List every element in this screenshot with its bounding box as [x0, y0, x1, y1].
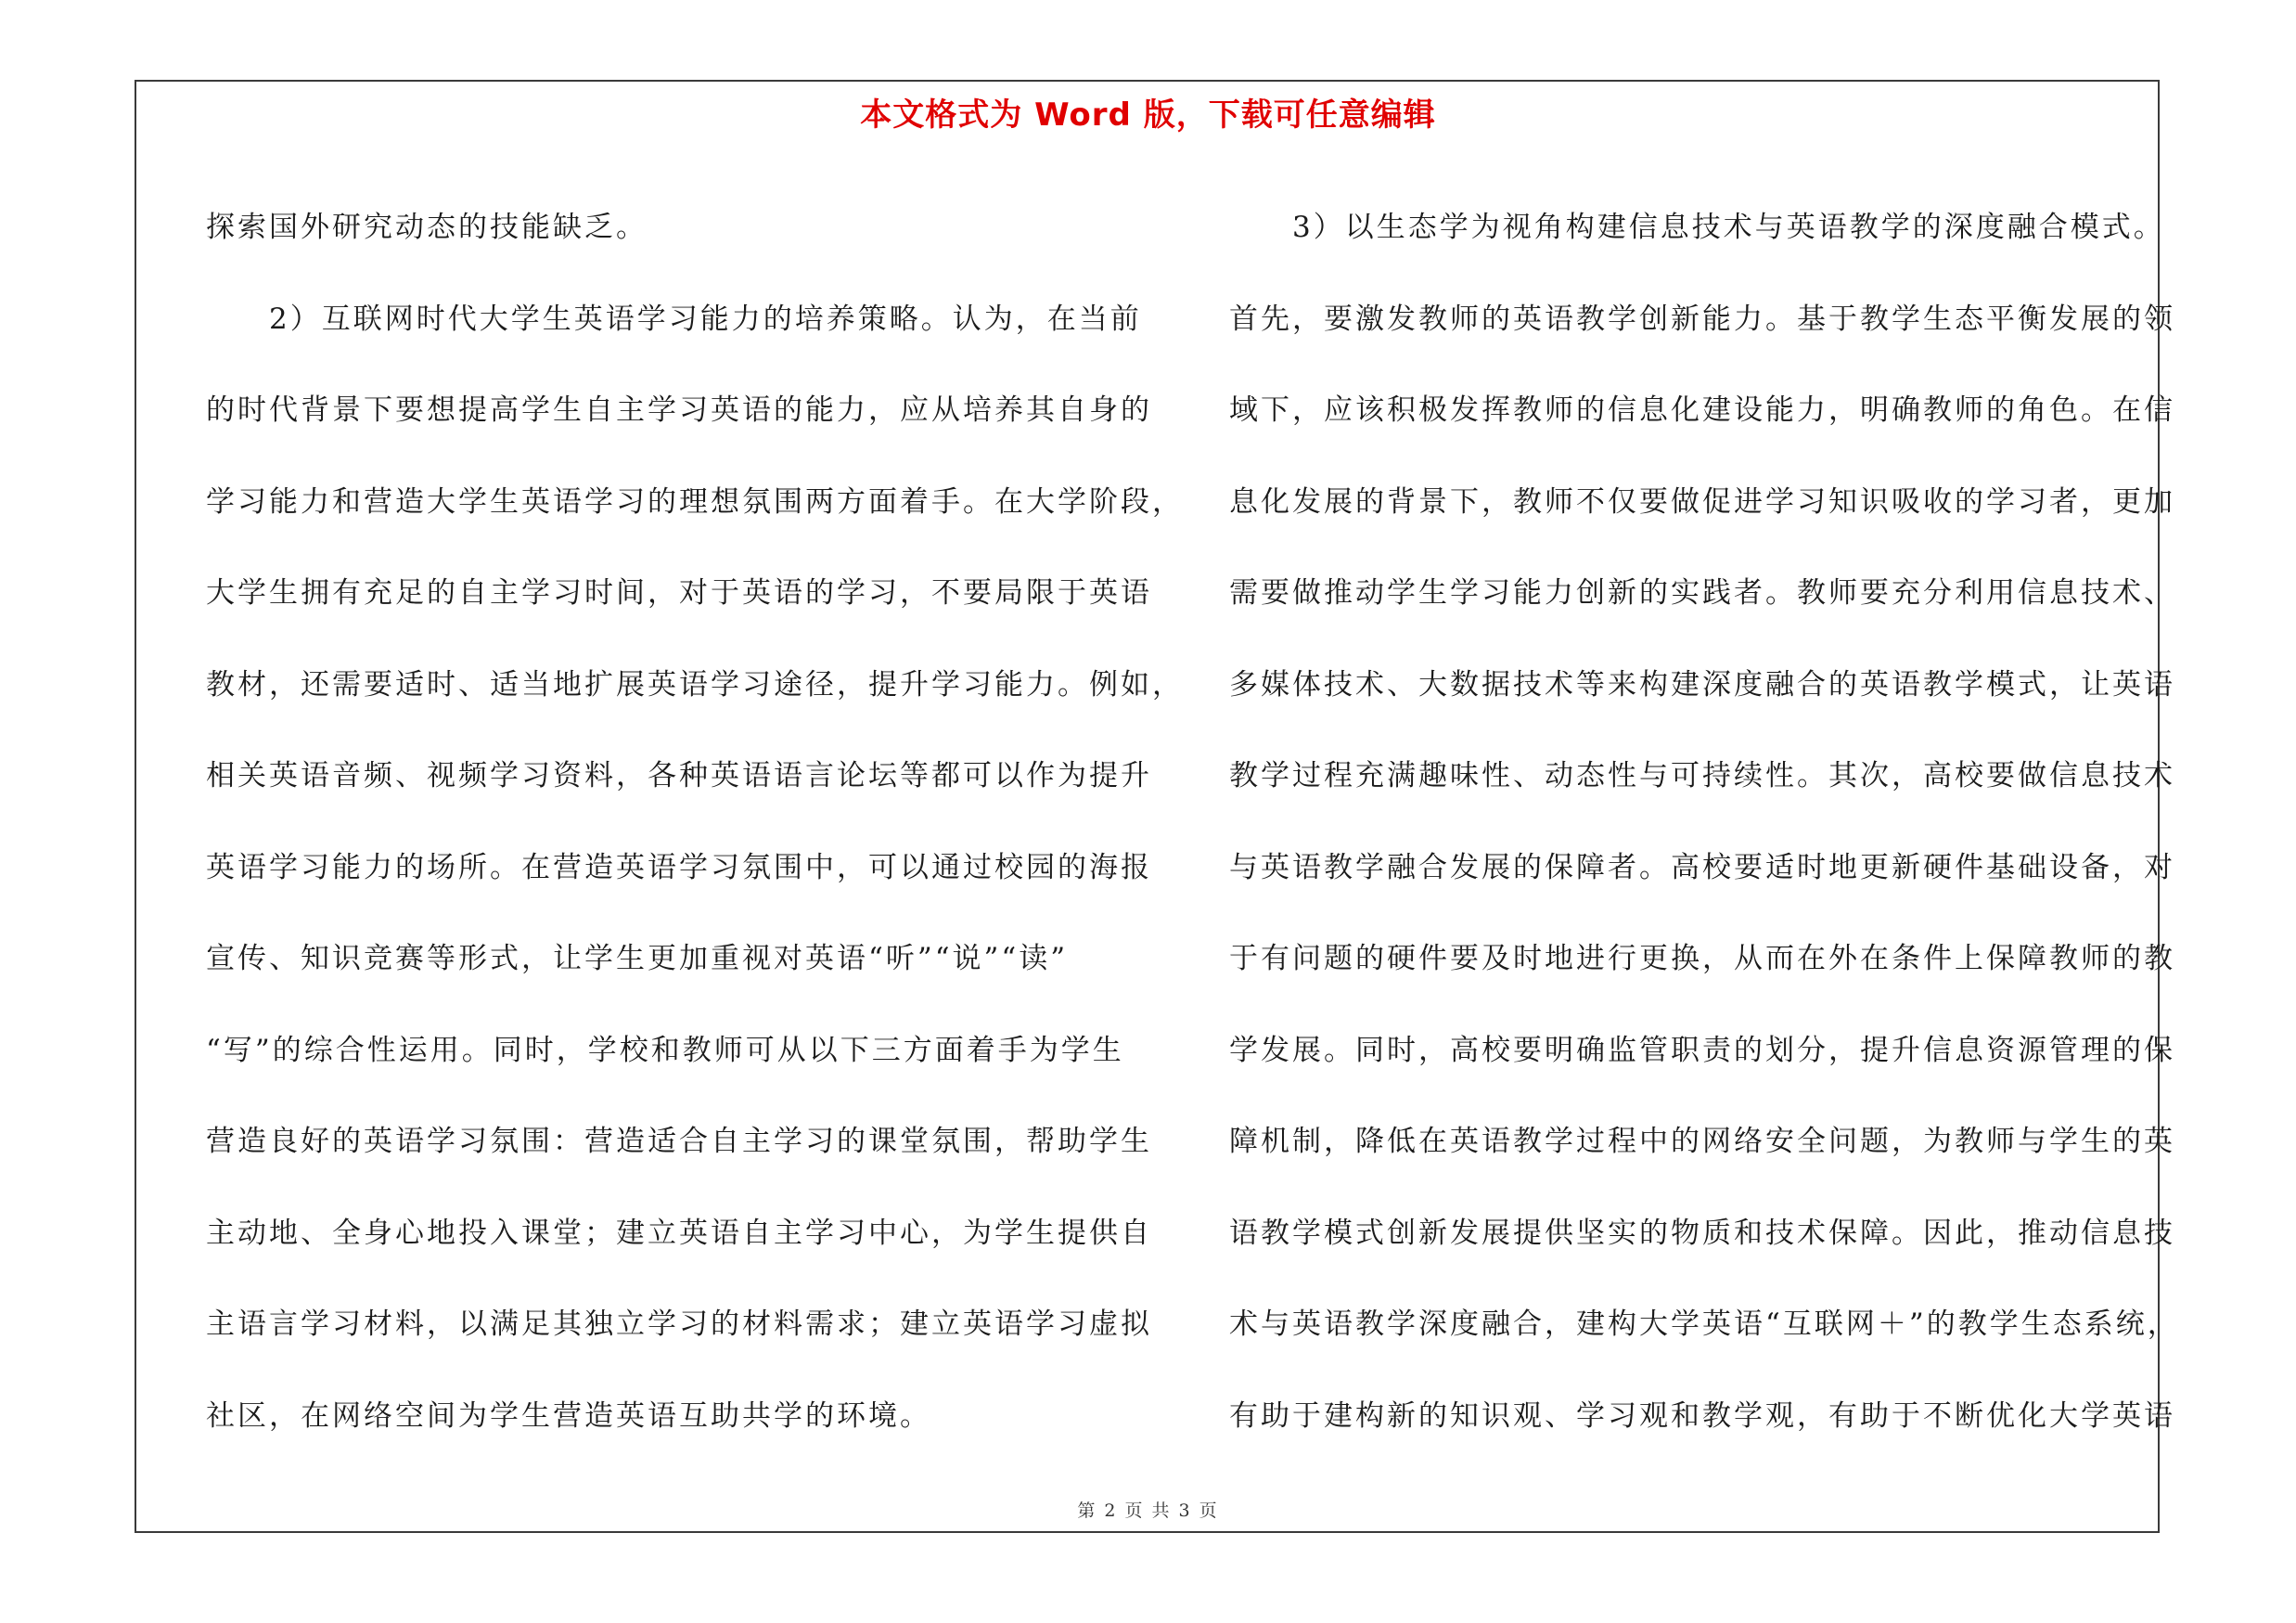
text-line: 教材，还需要适时、适当地扩展英语学习途径，提升学习能力。例如， [206, 667, 1184, 702]
editable-notice-banner: 本文格式为 Word 版，下载可任意编辑 [860, 97, 1436, 134]
text-line: 与英语教学融合发展的保障者。高校要适时地更新硬件基础设备，对 [1229, 850, 2175, 884]
text-line: 3）以生态学为视角构建信息技术与英语教学的深度融合模式。 [1229, 211, 2165, 244]
text-line: 宣传、知识竞赛等形式，让学生更加重视对英语“听”“说”“读” [206, 942, 1069, 975]
text-line: 学发展。同时，高校要明确监管职责的划分，提升信息资源管理的保 [1229, 1033, 2175, 1067]
text-line: 相关英语音频、视频学习资料，各种英语语言论坛等都可以作为提升 [206, 759, 1152, 792]
text-line: 探索国外研究动态的技能缺乏。 [206, 211, 648, 244]
text-line: 社区，在网络空间为学生营造英语互助共学的环境。 [206, 1398, 931, 1433]
text-line: 学习能力和营造大学生英语学习的理想氛围两方面着手。在大学阶段， [206, 484, 1184, 519]
text-line: 的时代背景下要想提高学生自主学习英语的能力，应从培养其自身的 [206, 393, 1152, 427]
text-line: 教学过程充满趣味性、动态性与可持续性。其次，高校要做信息技术 [1229, 759, 2175, 792]
text-line: 术与英语教学深度融合，建构大学英语“互联网＋”的教学生态系统， [1229, 1307, 2179, 1341]
text-line: 于有问题的硬件要及时地进行更换，从而在外在条件上保障教师的教 [1229, 942, 2175, 975]
text-line: 域下，应该积极发挥教师的信息化建设能力，明确教师的角色。在信 [1229, 393, 2175, 427]
text-line: “写”的综合性运用。同时，学校和教师可从以下三方面着手为学生 [206, 1033, 1124, 1067]
text-line: 2）互联网时代大学生英语学习能力的培养策略。认为，在当前 [206, 302, 1142, 336]
text-line: 息化发展的背景下，教师不仅要做促进学习知识吸收的学习者，更加 [1229, 484, 2175, 519]
text-line: 主语言学习材料，以满足其独立学习的材料需求；建立英语学习虚拟 [206, 1307, 1152, 1341]
right-text-column [1229, 182, 2179, 1462]
text-line: 英语学习能力的场所。在营造英语学习氛围中，可以通过校园的海报 [206, 850, 1152, 884]
text-line: 多媒体技术、大数据技术等来构建深度融合的英语教学模式，让英语 [1229, 667, 2175, 702]
text-line: 主动地、全身心地投入课堂；建立英语自主学习中心，为学生提供自 [206, 1216, 1152, 1250]
text-line: 障机制，降低在英语教学过程中的网络安全问题，为教师与学生的英 [1229, 1125, 2175, 1158]
text-line: 有助于建构新的知识观、学习观和教学观，有助于不断优化大学英语 [1229, 1398, 2175, 1433]
text-line: 营造良好的英语学习氛围：营造适合自主学习的课堂氛围，帮助学生 [206, 1125, 1152, 1158]
text-line: 首先，要激发教师的英语教学创新能力。基于教学生态平衡发展的领 [1229, 302, 2175, 336]
page-number: 第 2 页 共 3 页 [1077, 1501, 1219, 1521]
left-text-column [206, 182, 1184, 1462]
text-line: 大学生拥有充足的自主学习时间，对于英语的学习，不要局限于英语 [206, 576, 1152, 610]
text-line: 需要做推动学生学习能力创新的实践者。教师要充分利用信息技术、 [1229, 576, 2175, 610]
text-line: 语教学模式创新发展提供坚实的物质和技术保障。因此，推动信息技 [1229, 1216, 2175, 1250]
